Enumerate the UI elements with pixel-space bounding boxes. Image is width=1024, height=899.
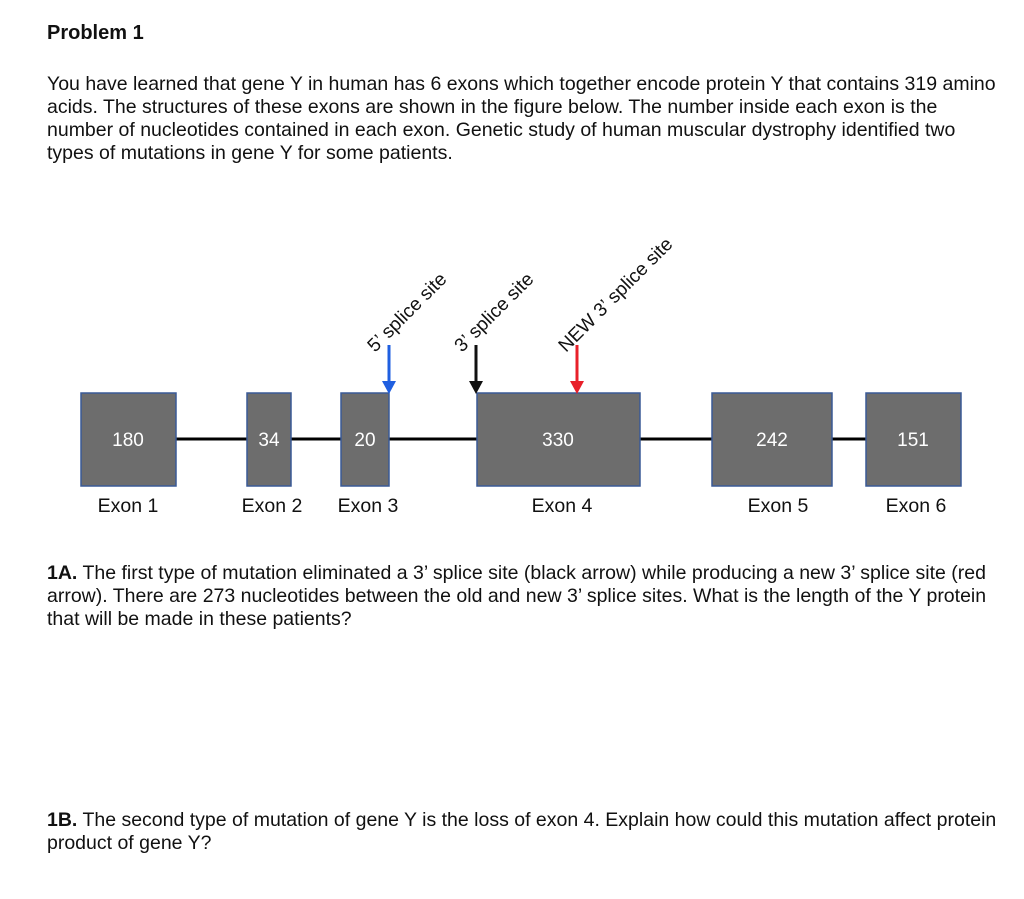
five-prime-splice-site-label: 5’ splice site [363, 268, 452, 357]
question-1b-text: The second type of mutation of gene Y is the loss of exon 4. Explain how could this mutation affect protein product of gene Y? [47, 809, 997, 854]
three-prime-splice-site [451, 269, 539, 394]
question-1a-number: 1A. [47, 562, 78, 584]
exon-4 [477, 393, 640, 517]
three-prime-splice-site-label: 3’ splice site [450, 268, 539, 357]
new-three-prime-splice-site-label: NEW 3’ splice site [554, 233, 678, 357]
problem-title: Problem 1 [47, 22, 144, 44]
black-arrowhead [469, 381, 483, 394]
exon-4-length: 330 [542, 430, 574, 451]
red-arrowhead [570, 381, 584, 394]
exon-1-label: Exon 1 [97, 495, 159, 517]
exon-3 [338, 393, 399, 517]
exon-2-length: 34 [258, 430, 280, 451]
exon-5-length: 242 [756, 430, 788, 451]
exon-1-length: 180 [112, 430, 144, 451]
exon-5-label: Exon 5 [747, 495, 809, 517]
question-1b-number: 1B. [47, 809, 78, 831]
question-1b [47, 809, 1007, 855]
gene-structure-diagram [0, 200, 1024, 520]
exon-1 [81, 393, 176, 517]
exon-5 [712, 393, 832, 517]
question-1a [47, 562, 1007, 631]
question-1a-text: The first type of mutation eliminated a 3’ splice site (black arrow) while producing a new 3’ splice site (red arrow). There are 273 nucleotides between the old and new 3’ splice sites. What is the length of the Y protein that will be made in these patients? [47, 562, 987, 630]
new-three-prime-splice-site [555, 234, 678, 394]
five-prime-splice-site [364, 269, 452, 394]
exon-3-length: 20 [354, 430, 376, 451]
exon-3-label: Exon 3 [337, 495, 399, 517]
exon-2-label: Exon 2 [241, 495, 303, 517]
exon-6-label: Exon 6 [885, 495, 947, 517]
exon-6 [866, 393, 961, 517]
blue-arrowhead [382, 381, 396, 394]
exon-4-label: Exon 4 [531, 495, 593, 517]
exon-6-length: 151 [897, 430, 929, 451]
exon-2 [242, 393, 303, 517]
problem-intro: You have learned that gene Y in human has 6 exons which together encode protein Y that contains 319 amino acids. The structures of these exons are shown in the figure below. The number inside each exon is the number of nucleotides contained in each exon. Genetic study of human muscular dystrophy identified two types of mutations in gene Y for some patients. [47, 73, 996, 164]
